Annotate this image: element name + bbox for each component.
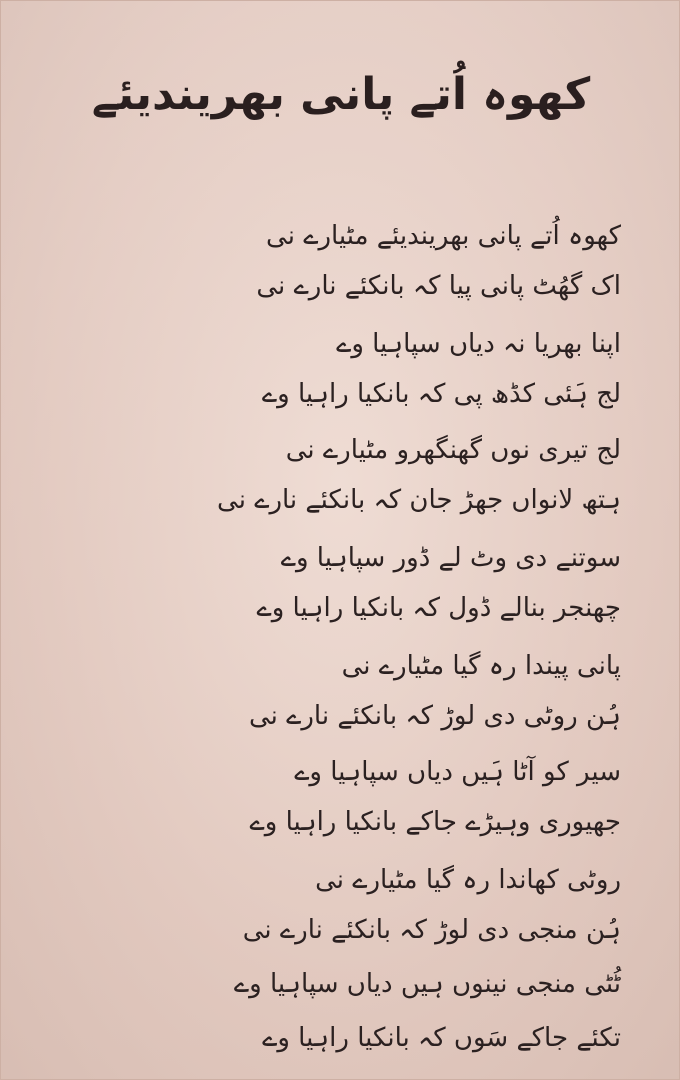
poem-line: پانی پیندا رہ گیا مٹیارے نی — [341, 651, 621, 681]
poem-line: تکئے جاکے سَوں کہ بانکیا راہیا وے — [262, 1023, 621, 1053]
poem-line: اک گھُٹ پانی پیا کہ بانکئے نارے نی — [256, 271, 621, 301]
poem-line: ہُن منجی دی لوڑ کہ بانکئے نارے نی — [242, 915, 621, 945]
poem-line: کھوہ اُتے پانی بھریندیئے مٹیارے نی — [266, 221, 621, 251]
poem-line: لج تیری نوں گھنگھرو مٹیارے نی — [285, 435, 621, 465]
poem-line: روٹی کھاندا رہ گیا مٹیارے نی — [315, 865, 621, 895]
poem-line: اپنا بھریا نہ دیاں سپاہیا وے — [336, 329, 621, 359]
poem-line: ہتھ لانواں جھڑ جان کہ بانکئے نارے نی — [217, 485, 621, 515]
poem-line: چھنجر بنالے ڈول کہ بانکیا راہیا وے — [256, 593, 621, 623]
poem-line: سیر کو آٹا ہَیں دیاں سپاہیا وے — [294, 757, 621, 787]
poem-line: لج ہَئی کڈھ پی کہ بانکیا راہیا وے — [261, 379, 621, 409]
poem-line: جھیوری وہیڑے جاکے بانکیا راہیا وے — [249, 807, 621, 837]
poem-title: کھوہ اُتے پانی بھریندیئے — [91, 69, 591, 120]
poem-line: ٹُٹی منجی نینوں ہیں دیاں سپاہیا وے — [233, 969, 621, 999]
poem-line: ہُن روٹی دی لوڑ کہ بانکئے نارے نی — [248, 701, 621, 731]
poem-line: سوتنے دی وٹ لے ڈور سپاہیا وے — [280, 543, 621, 573]
